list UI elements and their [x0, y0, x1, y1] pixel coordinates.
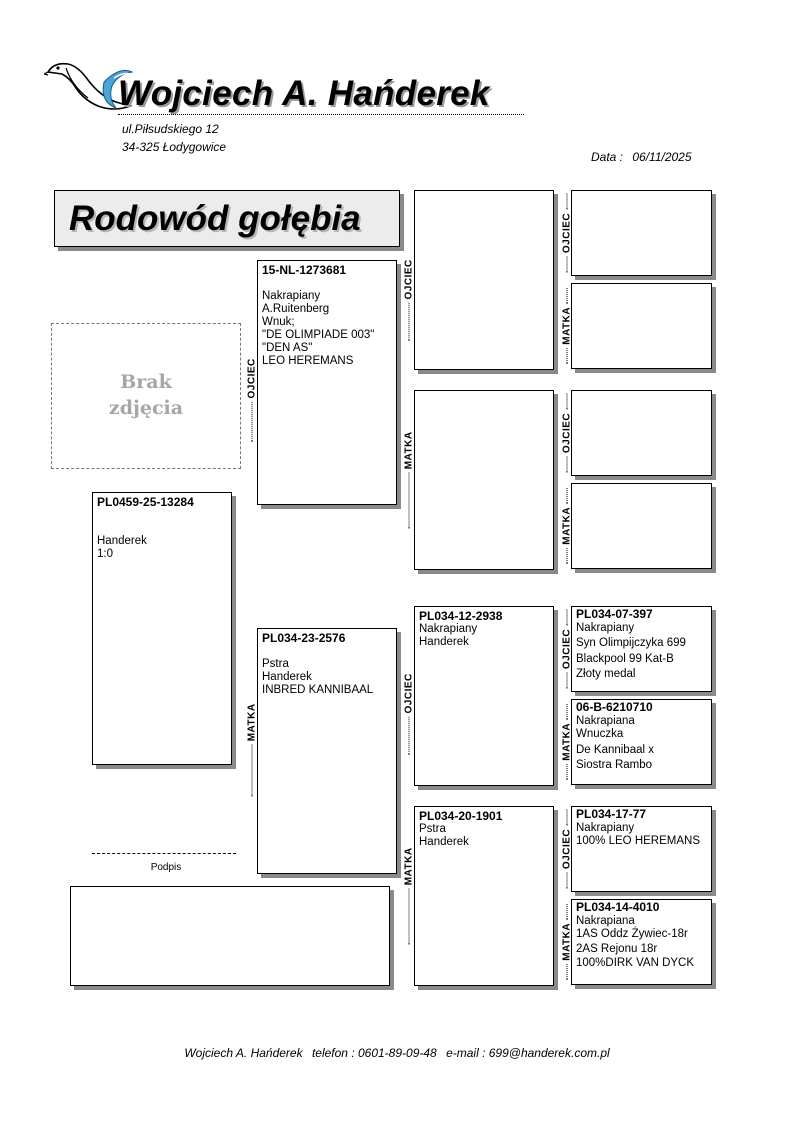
dsd-line: De Kannibaal x — [576, 743, 654, 756]
dsd-line: Siostra Rambo — [576, 759, 653, 771]
dam-sire-line: Nakrapiany — [419, 623, 478, 635]
dam-line: Pstra — [262, 658, 289, 670]
sire-card — [257, 260, 397, 505]
date-value: 06/11/2025 — [632, 150, 692, 164]
date-label: Data : — [591, 150, 624, 164]
dss-line: Złoty medal — [576, 668, 636, 680]
dds-card — [571, 806, 712, 892]
dam-dam-line: Pstra — [419, 823, 446, 835]
photo-placeholder-line1: Brak — [120, 371, 172, 393]
mother-label: MATKA — [403, 431, 415, 470]
dds-line: 100% LEO HEREMANS — [576, 835, 700, 847]
dds-line: Nakrapiany — [576, 821, 635, 834]
sire-line: LEO HEREMANS — [262, 355, 354, 367]
dsd-ring: 06-B-6210710 — [576, 700, 653, 714]
dam-sire-line: Handerek — [419, 636, 469, 648]
sire-line: "DE OLIMPIADE 003" — [262, 329, 375, 341]
mother-label: MATKA — [561, 923, 573, 961]
ddd-line: Nakrapiana — [576, 914, 635, 927]
pigeon-line — [97, 522, 227, 535]
dam-dam-line: Handerek — [419, 836, 469, 848]
pigeon-line — [97, 509, 227, 522]
title-box — [54, 190, 400, 247]
mother-label: MATKA — [561, 307, 573, 345]
pigeon-line: 1:0 — [97, 548, 113, 560]
dam-dam-ring: PL034-20-1901 — [419, 809, 503, 823]
footer — [0, 1046, 794, 1060]
ddd-ring: PL034-14-4010 — [576, 900, 660, 914]
dds-ring: PL034-17-77 — [576, 807, 647, 821]
sds-card — [571, 390, 712, 476]
ddd-card — [571, 899, 712, 985]
dam-sire-ring: PL034-12-2938 — [419, 609, 503, 623]
footer-phone: telefon : 0601-89-09-48 — [311, 1046, 437, 1060]
page-title: Rodowód gołębia — [69, 199, 361, 238]
sdd-card — [571, 483, 712, 569]
photo-placeholder-line2: zdjęcia — [108, 397, 184, 419]
father-label: OJCIEC — [561, 212, 573, 254]
sire-ring: 15-NL-1273681 — [262, 263, 347, 277]
footer-email[interactable]: e-mail : 699@handerek.com.pl — [446, 1046, 610, 1060]
dam-card — [257, 628, 397, 874]
mother-label: MATKA — [561, 723, 573, 761]
logo-underline — [118, 114, 524, 115]
address-line-1: ul.Piłsudskiego 12 — [122, 122, 219, 136]
sss-card — [571, 190, 712, 276]
date-row — [591, 150, 692, 164]
signature-line — [92, 853, 236, 854]
father-label: OJCIEC — [561, 628, 573, 670]
mother-label: MATKA — [561, 507, 573, 545]
dsd-card — [571, 699, 712, 785]
ddd-line: 100%DIRK VAN DYCK — [576, 957, 695, 969]
father-label: OJCIEC — [561, 828, 573, 870]
pigeon-line: Handerek — [97, 535, 147, 547]
sire-line: Wnuk; — [262, 316, 295, 328]
sire-line: Nakrapiany — [262, 290, 321, 302]
signature-box[interactable] — [70, 886, 390, 986]
dss-card — [571, 606, 712, 692]
ssd-card — [571, 283, 712, 369]
sire-line — [262, 277, 392, 290]
dam-line: Handerek — [262, 671, 312, 683]
dam-sire-card — [414, 606, 554, 786]
father-label: OJCIEC — [246, 358, 258, 399]
signature-label: Podpis — [150, 862, 182, 873]
dam-line — [262, 645, 392, 658]
dsd-line: Wnuczka — [576, 728, 624, 740]
mother-label: MATKA — [246, 703, 258, 742]
footer-name: Wojciech A. Hańderek — [184, 1046, 303, 1060]
dss-line: Nakrapiany — [576, 621, 635, 634]
dam-ring: PL034-23-2576 — [262, 631, 346, 645]
sire-sire-card — [414, 190, 554, 370]
sire-line: A.Ruitenberg — [262, 303, 330, 315]
ddd-line: 2AS Rejonu 18r — [576, 942, 658, 955]
sire-dam-card — [414, 390, 554, 570]
dam-dam-card — [414, 806, 554, 986]
pigeon-card — [92, 492, 232, 765]
photo-placeholder — [51, 323, 241, 469]
pigeon-ring: PL0459-25-13284 — [97, 495, 194, 509]
mother-label: MATKA — [403, 847, 415, 886]
company-name: Wojciech A. Hańderek — [118, 74, 490, 113]
father-label: OJCIEC — [403, 259, 415, 300]
dsd-line: Nakrapiana — [576, 714, 635, 727]
dss-line: Blackpool 99 Kat-B — [576, 652, 674, 665]
ddd-line: 1AS Oddz Żywiec-18r — [576, 928, 688, 940]
dam-line: INBRED KANNIBAAL — [262, 684, 374, 696]
sire-line: "DEN AS" — [262, 342, 313, 354]
father-label: OJCIEC — [561, 412, 573, 454]
father-label: OJCIEC — [403, 673, 415, 714]
dss-ring: PL034-07-397 — [576, 607, 653, 621]
address-line-2: 34-325 Łodygowice — [122, 140, 227, 154]
dss-line: Syn Olimpijczyka 699 — [576, 637, 686, 649]
